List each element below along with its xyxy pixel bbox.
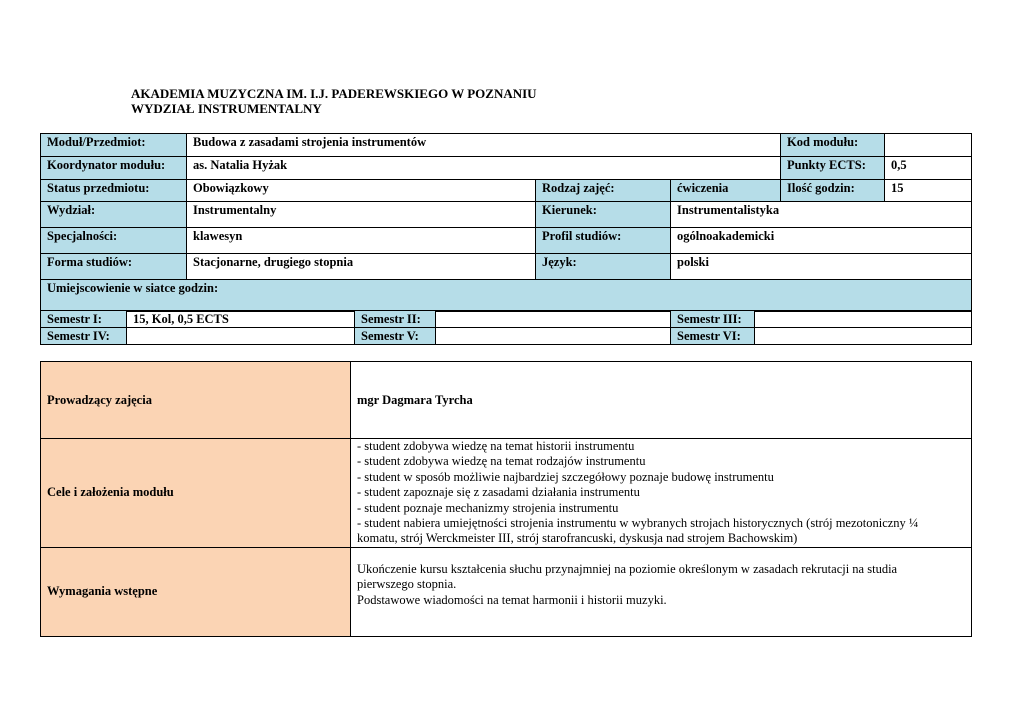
semester-4-value	[127, 328, 355, 345]
semester-6-value	[755, 328, 972, 345]
ects-label: Punkty ECTS:	[781, 157, 885, 180]
wymagania-label: Wymagania wstępne	[41, 547, 351, 636]
prowadzacy-value: mgr Dagmara Tyrcha	[351, 362, 972, 439]
kierunek-value: Instrumentalistyka	[671, 202, 972, 228]
ects-value: 0,5	[885, 157, 972, 180]
wymagania-text	[351, 547, 972, 636]
list-item: komatu, strój Werckmeister III, strój starofrancuski, dyskusja nad strojem Bachowskim)	[357, 531, 798, 546]
text-line: pierwszego stopnia.	[357, 577, 457, 592]
list-item: - student nabiera umiejętności strojenia instrumentu w wybranych strojach historycznych (strój mezotoniczny ¼	[357, 516, 919, 531]
module-info-table	[40, 133, 972, 312]
table-row	[41, 311, 972, 328]
list-item: - student w sposób możliwie najbardziej szczegółowy poznaje budowę instrumentu	[357, 469, 774, 484]
table-row	[41, 134, 972, 157]
jezyk-label: Język:	[536, 254, 671, 280]
academy-name: AKADEMIA MUZYCZNA IM. I.J. PADEREWSKIEGO W POZNANIU	[131, 86, 537, 101]
kod-value	[885, 134, 972, 157]
specjalnosci-value: klawesyn	[187, 228, 536, 254]
faculty-name: WYDZIAŁ INSTRUMENTALNY	[131, 100, 322, 116]
table-row	[41, 157, 972, 180]
text-line: Ukończenie kursu kształcenia słuchu przynajmniej na poziomie określonym w zasadach rekrutacji na studia	[357, 561, 898, 576]
list-item: - student zdobywa wiedzę na temat historii instrumentu	[357, 439, 635, 453]
godzin-value: 15	[885, 180, 972, 202]
wydzial-label: Wydział:	[41, 202, 187, 228]
module-details-table	[40, 361, 972, 637]
semester-5-label: Semestr V:	[355, 328, 436, 345]
list-item: - student zdobywa wiedzę na temat rodzajów instrumentu	[357, 454, 646, 469]
table-row	[41, 439, 972, 548]
kierunek-label: Kierunek:	[536, 202, 671, 228]
semester-1-label: Semestr I:	[41, 311, 127, 328]
status-label: Status przedmiotu:	[41, 180, 187, 202]
jezyk-value: polski	[671, 254, 972, 280]
table-row	[41, 254, 972, 280]
cele-label: Cele i założenia modułu	[41, 439, 351, 548]
semester-2-label: Semestr II:	[355, 311, 436, 328]
table-row	[41, 280, 972, 312]
semester-5-value	[436, 328, 671, 345]
table-row	[41, 362, 972, 439]
cele-list	[351, 439, 972, 548]
profil-label: Profil studiów:	[536, 228, 671, 254]
specjalnosci-label: Specjalności:	[41, 228, 187, 254]
table-row	[41, 202, 972, 228]
table-row	[41, 328, 972, 345]
semester-2-value	[436, 311, 671, 328]
wydzial-value: Instrumentalny	[187, 202, 536, 228]
text-line: Podstawowe wiadomości na temat harmonii i historii muzyki.	[357, 592, 667, 607]
kod-label: Kod modułu:	[781, 134, 885, 157]
koordynator-label: Koordynator modułu:	[41, 157, 187, 180]
rodzaj-value: ćwiczenia	[671, 180, 781, 202]
status-value: Obowiązkowy	[187, 180, 536, 202]
semester-grid	[40, 310, 972, 345]
list-item: - student zapoznaje się z zasadami działania instrumentu	[357, 485, 640, 500]
modul-value: Budowa z zasadami strojenia instrumentów	[187, 134, 781, 157]
godzin-label: Ilość godzin:	[781, 180, 885, 202]
rodzaj-label: Rodzaj zajęć:	[536, 180, 671, 202]
table-row	[41, 228, 972, 254]
table-row	[41, 180, 972, 202]
siatka-label: Umiejscowienie w siatce godzin:	[41, 280, 972, 312]
semester-6-label: Semestr VI:	[671, 328, 755, 345]
prowadzacy-label: Prowadzący zajęcia	[41, 362, 351, 439]
profil-value: ogólnoakademicki	[671, 228, 972, 254]
forma-value: Stacjonarne, drugiego stopnia	[187, 254, 536, 280]
list-item: - student poznaje mechanizmy strojenia instrumentu	[357, 500, 619, 515]
semester-1-value: 15, Kol, 0,5 ECTS	[127, 311, 355, 328]
semester-4-label: Semestr IV:	[41, 328, 127, 345]
semester-3-label: Semestr III:	[671, 311, 755, 328]
forma-label: Forma studiów:	[41, 254, 187, 280]
document-header	[131, 87, 537, 116]
koordynator-value: as. Natalia Hyżak	[187, 157, 781, 180]
semester-3-value	[755, 311, 972, 328]
modul-label: Moduł/Przedmiot:	[41, 134, 187, 157]
table-row	[41, 547, 972, 636]
